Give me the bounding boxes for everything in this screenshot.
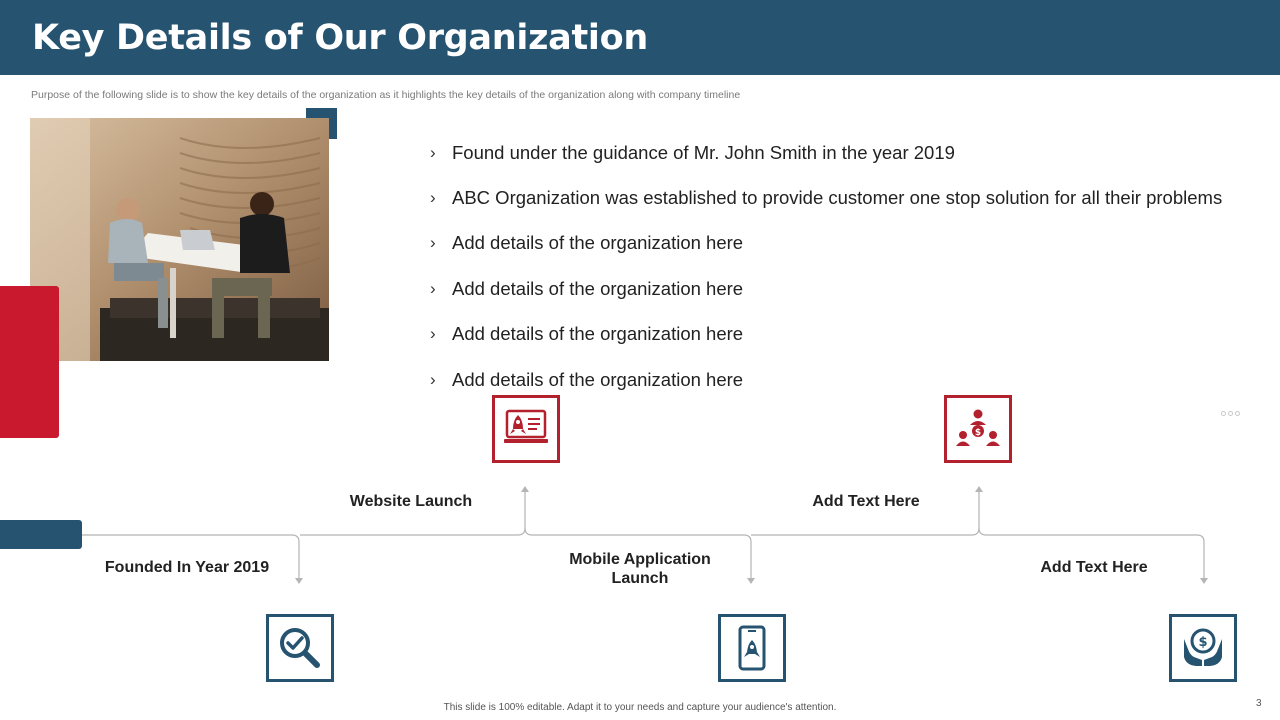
website-launch-icon-box (492, 395, 560, 463)
list-item: › Add details of the organization here (430, 277, 744, 299)
slide-subtitle: Purpose of the following slide is to show the key details of the organization as it highlights the key details of the organization along with company timeline (31, 89, 741, 101)
chevron-right-icon: › (430, 142, 436, 162)
timeline-label-add-text-2: Add Text Here (1040, 559, 1148, 576)
timeline-label-mobile: Mobile Application Launch (569, 551, 711, 587)
timeline-label-add-text-1: Add Text Here (812, 493, 920, 510)
svg-text:$: $ (974, 428, 982, 438)
svg-text:$: $ (1198, 635, 1208, 650)
chevron-right-icon: › (430, 278, 436, 298)
list-item: › Add details of the organization here (430, 323, 744, 345)
founded-icon-box (266, 614, 334, 682)
footer-note: This slide is 100% editable. Adapt it to your needs and capture your audience's attention. (443, 702, 837, 713)
timeline-label-founded: Founded In Year 2019 (104, 559, 270, 576)
list-item: › Found under the guidance of Mr. John Smith in the year 2019 (430, 141, 955, 163)
magnifier-check-icon (277, 625, 323, 671)
timeline-label-website: Website Launch (349, 493, 473, 510)
chevron-right-icon: › (430, 233, 436, 253)
chevron-right-icon: › (430, 188, 436, 208)
team-money-icon (955, 407, 1001, 451)
page-title: Key Details of Our Organization (32, 18, 648, 58)
chevron-right-icon: › (430, 369, 436, 389)
list-item: › Add details of the organization here (430, 368, 744, 390)
savings-icon-box (1169, 614, 1237, 682)
chevron-right-icon: › (430, 324, 436, 344)
team-icon-box (944, 395, 1012, 463)
more-dots-icon (1221, 411, 1240, 416)
page-number: 3 (1256, 698, 1262, 709)
rocket-laptop-icon (503, 407, 549, 451)
list-item: › ABC Organization was established to provide customer one stop solution for all their problems (430, 187, 1223, 209)
hands-coin-icon (1180, 625, 1226, 671)
mobile-app-icon-box (718, 614, 786, 682)
list-item: › Add details of the organization here (430, 232, 744, 254)
mobile-rocket-icon (732, 625, 772, 671)
